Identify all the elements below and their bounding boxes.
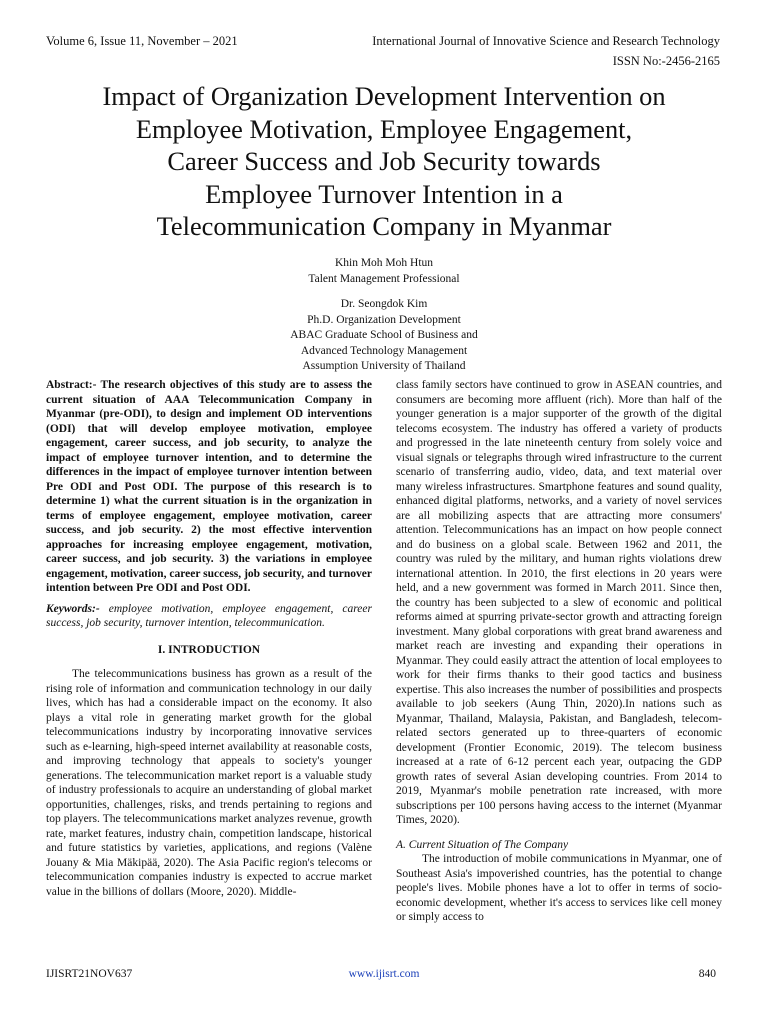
footer-page-number: 840 (698, 968, 716, 980)
title-line: Employee Turnover Intention in a (205, 178, 563, 209)
author-2-affiliation: ABAC Graduate School of Business and (290, 329, 478, 341)
footer-paper-id: IJISRT21NOV637 (46, 968, 133, 980)
title-line: Employee Motivation, Employee Engagement, (135, 113, 633, 144)
author-2-affiliation: Advanced Technology Management (300, 344, 468, 357)
author-1-role: Talent Management Professional (308, 272, 460, 285)
header-issn: ISSN No:-2456-2165 (612, 54, 720, 68)
author-2-affiliation: Ph.D. Organization Development (307, 313, 461, 326)
author-2-affiliation: Assumption University of Thailand (302, 360, 466, 372)
body-paragraph: class family sectors have continued to grow in ASEAN countries, and consumers are becoming more affluent (rich). More than half of the younger generation is a major supporter of the growth of the digital telecoms ecosystem. The industry has offered a variety of products and progressed in the late nineteenth century from solely voice and visual signals or telegraphs through wired infrastructure to the current scenario of transferring audio, video, data, and text material over many wireless infrastructures. Smartphone features and sound quality, enhanced digital platforms, networks, and a variety of novel services are all mobilizing aspects that are attracting more consumers' attention. Telecommunications has an impact on how people connect and do business on a global scale. Between 1962 and 2011, the country was ruled by the military, and human rights violations drew international attention. In 2010, the first elections in 20 years were held, and a new government was formed in March 2011. Since then, the country has been subjected to a slew of economic and political reforms aimed at spurring private-sector growth and attracting foreign investment. Many global corporations with great brand awareness and market reach are investing and expanding their operations in Myanmar. They could easily attract the attention of local employees to work for their firms thanks to their good tactics and business expertise. This also increases the number of possibilities and prospects available to job seekers (Aung Thin, 2020).In nations such as Myanmar, Thailand, Malaysia, Pakistan, and Bangladesh, telecom-related sectors generated up to three-quarters of economic development (Frontier Economic, 2019). The telecom business increased at a rate of 6-12 percent each year, outpacing the GDP growth rates of several Asian developing countries. From 2014 to 2019, Myanmar's mobile penetration rate increased, with more subscriptions per 100 persons having access to the internet (Myanmar Times, 2020). (396, 379, 722, 826)
header-volume: Volume 6, Issue 11, November – 2021 (46, 34, 238, 48)
abstract: Abstract:- The research objectives of this study are to assess the current situation of AAA Telecommunication Company in Myanmar (pre-ODI), to design and implement OD interventions (ODI) that will develop employee motivation, employee engagement, career success, and job security, to analyze the impact of employee turnover intention, and to determine the differences in the impact of employee turnover intention between Pre ODI and Post ODI. The purpose of this research is to determine 1) what the current situation is in the organization in terms of employee engagement, employee motivation, career success, and job security. 2) the most effective intervention approaches for increasing employee engagement, motivation, career success, and job security. 3) the variations in employee engagement, motivation, career success, job security, and turnover intention between Pre ODI and Post ODI. (46, 379, 372, 594)
author-block (0, 256, 768, 375)
right-column (396, 378, 722, 925)
footer-website-link[interactable]: www.ijisrt.com (348, 968, 420, 980)
title-line: Impact of Organization Development Intervention on (102, 81, 666, 111)
title-line: Telecommunication Company in Myanmar (156, 211, 612, 241)
intro-paragraph: The telecommunications business has grown as a result of the rising role of information and communication technology in our daily lives, which has had a considerable impact on the economy. It also plays a vital role in generating market growth for the global telecommunications industry by incorporating innovative services such as e-learning, high-speed internet availability at reasonable costs, and improving technology that appeals to society's younger generations. The telecommunication market report is a valuable study of industry professionals to acquire an understanding of global market opportunities, challenges, risks, and trends pertaining to regions and top players. The telecommunications market analyzes revenue, growth rate, market features, industry chain, competition landscape, historical and future statistics by varieties, applications, and regions (Valène Jouany & Mia Mäkipää, 2020). The Asia Pacific region's telecoms or telecommunication companies industry is expected to accrue market value in the billions of dollars (Moore, 2020). Middle- (46, 668, 372, 898)
header-journal: International Journal of Innovative Science and Research Technology (372, 34, 720, 48)
keywords-text: employee motivation, employee engagement, career success, job security, turnover intention, telecommunication. (46, 602, 372, 629)
subsection-paragraph: The introduction of mobile communications in Myanmar, one of Southeast Asia's impoverished countries, has the potential to change people's lives. Mobile phones have a lot to offer in terms of socio-economic development, whether it's access to services like cell money or simply access to (396, 853, 722, 923)
paper-title (30, 80, 738, 243)
keywords (46, 602, 372, 631)
subsection-heading: A. Current Situation of The Company (396, 838, 569, 851)
title-line: Career Success and Job Security towards (167, 146, 601, 176)
keywords-label: Keywords:- (46, 602, 100, 615)
section-heading-introduction: I. INTRODUCTION (157, 643, 261, 656)
author-2-name: Dr. Seongdok Kim (340, 298, 428, 310)
left-column (46, 378, 372, 899)
author-1-name: Khin Moh Moh Htun (334, 257, 434, 269)
